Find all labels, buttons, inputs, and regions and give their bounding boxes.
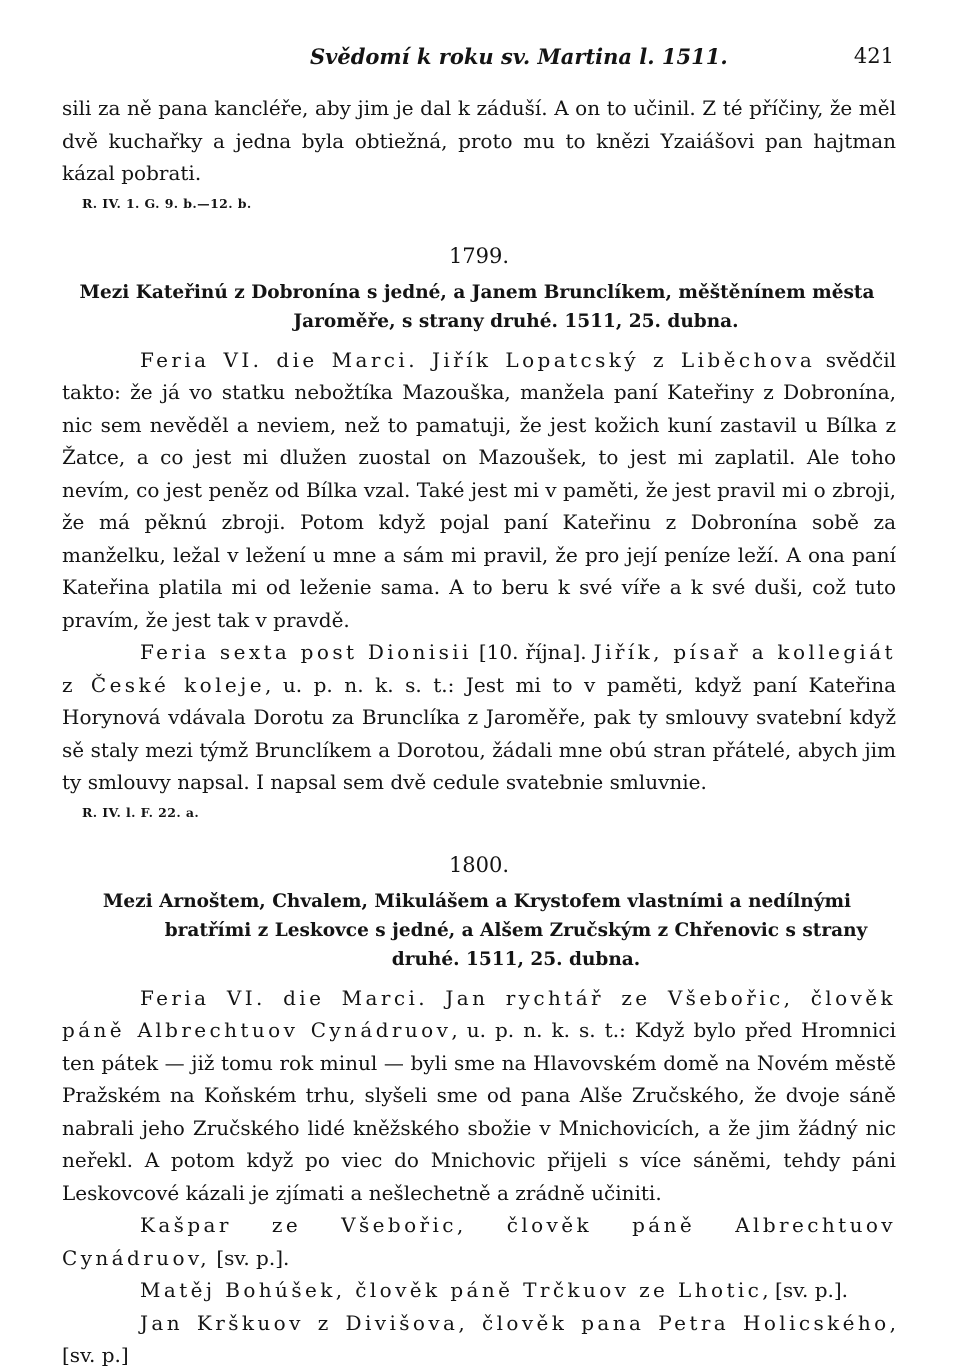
testimony-paragraph-1 [62, 344, 896, 637]
witness-suffix: , [sv. p.] [62, 1310, 896, 1367]
witness-name: Matěj Bohúšek, člověk páně Trčkuov ze Lhotic [140, 1278, 763, 1302]
entry-number-1799: 1799. [448, 243, 510, 268]
testimony-body: , u. p. n. k. s. t.: Když bylo před Hromnici ten pátek — již tomu rok minul — byli sme na Hlavovském domě na Novém městě Pražském na Koňském trhu, slyšeli sme od pana Alše Zručského, že dvoje sáně nabrali jeho Zručského lidé kněžského sbožie v Mnichovicích, a že jim žádný nic neřekl. A potom když po viec do Mnichovic přijeli s více sáněmi, tehdy páni Leskovcové kázali je zjímati a nešlechetně a zrádně učiniti. [62, 1018, 896, 1205]
witness-name: Jan Krškuov z Divišova, člověk pana Petra Holicského [140, 1310, 890, 1335]
intro-paragraph: sili za ně pana kancléře, aby jim je dal k záduší. A on to učinil. Z té příčiny, že měl dvě kuchařky a jedna byla obtiežná, proto mu to knězi Yzaiášovi pan hajtman kázal pobrati. [62, 96, 896, 185]
witness-suffix: , [sv. p.]. [762, 1278, 849, 1302]
testimony-lead: Feria sexta post Dionisii [140, 640, 472, 664]
entry-heading-1799: Mezi Kateřinú z Dobronína s jedné, a Janem Brunclíkem, měštěnínem města Jaroměře, s strany druhé. 1511, 25. dubna. [79, 281, 875, 332]
testimony-lead: Feria VI. die Marci. Jiřík Lopatcský z Liběchova [140, 347, 816, 372]
date-note: [10. října]. [471, 640, 594, 664]
witness-line-2 [62, 1274, 896, 1307]
entry-heading-1800: Mezi Arnoštem, Chvalem, Mikulášem a Krystofem vlastními a nedílnými bratřími z Leskovce s jedné, a Alšem Zručským z Chřenovic s strany druhé. 1511, 25. dubna. [102, 890, 868, 970]
witness-line-3 [62, 1307, 896, 1372]
witness-line-1 [62, 1209, 896, 1274]
page-number: 421 [853, 44, 894, 68]
witness-name: Jiřík, písař a kollegiát z České koleje [62, 640, 896, 697]
testimony-lead: Feria VI. die Marci. Jan rychtář ze Všebořic, člověk páně Albrechtuov Cynádruov [62, 985, 896, 1042]
witness-name: Kašpar ze Všebořic, člověk páně Albrechtuov Cynádruov, [62, 1213, 896, 1270]
testimony-paragraph-2 [62, 636, 896, 799]
testimony-body: , u. p. n. k. s. t.: Jest mi to v paměti, když paní Kateřina Horynová vdávala Dorotu za Brunclíka z Jaroměře, pak ty smlouvy svatební když sě staly mezi týmž Brunclíkem a Dorotou, žádali mne obú stran přátelé, abych jim ty smlouvy napsal. I napsal sem dvě cedule svatebnie smluvnie. [62, 672, 897, 794]
running-title: Svědomí k roku sv. Martina l. 1511. [310, 44, 728, 69]
testimony-body: svědčil takto: že já vo statku nebožtíka Mazouška, manžela paní Kateřiny z Dobronína, nic sem nevěděl a neviem, než to pamatuji, že jest kožich kuní zastavil u Bílka z Žatce, a co jest mi dlužen zuostal on Mazoušek, to jest mi zaplatil. Ale toho nevím, co jest peněz od Bílka vzal. Také jest mi v paměti, že jest pravil mi o zbroji, že má pěknú zbroji. Potom když pojal paní Kateřinu z Dobronína sobě za manželku, ležal v ležení u mne a sám mi pravil, že pro její peníze leží. A ona paní Kateřina platila mi od leženie sama. A to beru k své víře a k své duši, což tuto pravím, že jest tak v pravdě. [62, 347, 896, 632]
witness-suffix: [sv. p.]. [209, 1245, 290, 1270]
entry-number-1800: 1800. [448, 852, 510, 877]
entry-reference-1799: R. IV. l. F. 22. a. [82, 804, 200, 820]
intro-reference: R. IV. 1. G. 9. b.—12. b. [82, 195, 252, 211]
page-header [0, 44, 960, 78]
testimony-paragraph-3 [62, 982, 896, 1210]
page-content [62, 92, 896, 1372]
